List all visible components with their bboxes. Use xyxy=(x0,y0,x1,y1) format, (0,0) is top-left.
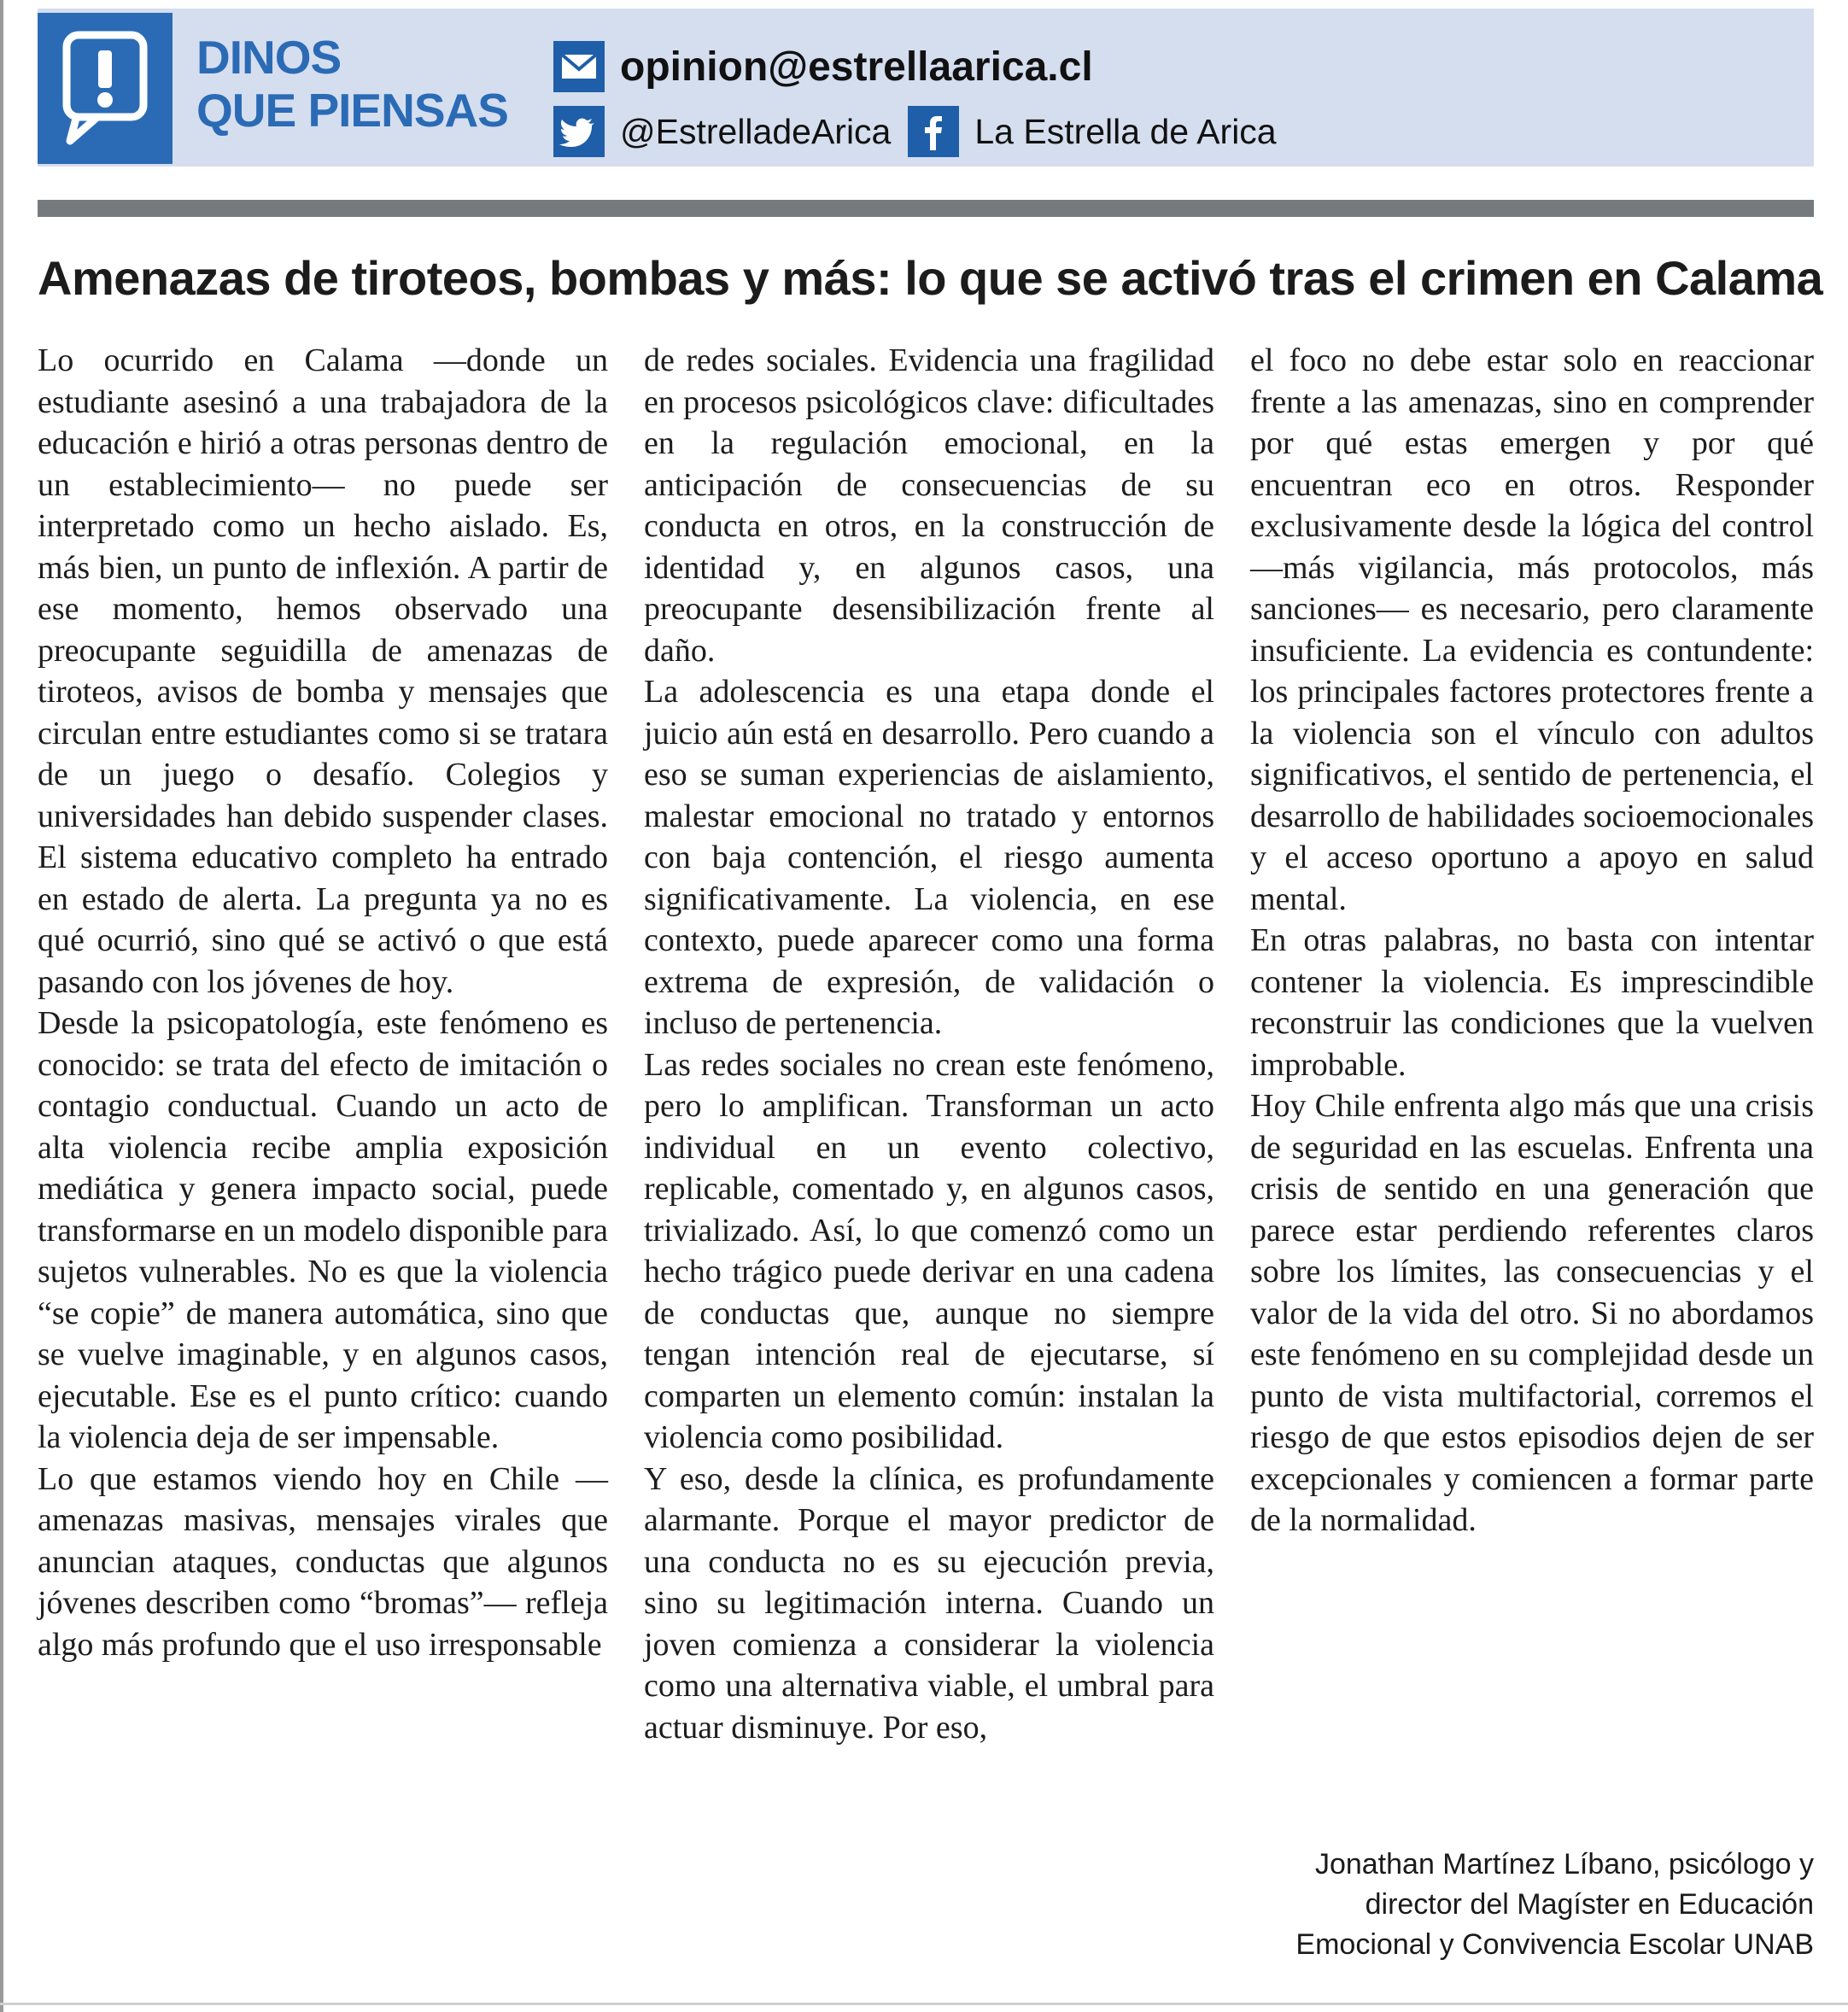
article-column-2 xyxy=(644,340,1214,1748)
page-left-rule xyxy=(0,0,3,2012)
email-contact[interactable] xyxy=(553,41,1093,92)
article-paragraph: La adolescencia es una etapa donde el juicio aún está en desarrollo. Pero cuando a eso se suman experiencias de aislamiento, malestar emocional no tratado y entornos con baja contención, el riesgo aumenta significativamente. La violencia, en ese contexto, puede aparecer como una forma extrema de expresión, de validación o incluso de pertenencia. xyxy=(644,674,1214,1041)
article-paragraph: Desde la psicopatología, este fenómeno es conocido: se trata del efecto de imitación o contagio conductual. Cuando un acto de alta violencia recibe amplia exposición mediática y genera impacto social, puede transformarse en un modelo disponible para sujetos vulnerables. No es que la violencia “se copie” de manera automática, sino que se vuelve imaginable, y en algunos casos, ejecutable. Ese es el punto crítico: cuando la violencia deja de ser impensable. xyxy=(38,1005,608,1455)
article-paragraph: Las redes sociales no crean este fenómeno, pero lo amplifican. Transforman un acto individual en un evento colectivo, replicable, comentado y, en algunos casos, trivializado. Así, lo que comenzó como un hecho trágico puede derivar en una cadena de conductas que, aunque no siempre tengan intención real de ejecutarse, sí comparten un elemento común: instalan la violencia como posibilidad. xyxy=(644,1046,1214,1455)
email-address[interactable]: opinion@estrellaarica.cl xyxy=(620,44,1093,90)
author-byline xyxy=(1230,1845,1814,1965)
article-column-1 xyxy=(38,340,608,1665)
byline-line: director del Magíster en Educación xyxy=(1365,1888,1814,1921)
envelope-icon xyxy=(553,41,605,92)
byline-line: Emocional y Convivencia Escolar UNAB xyxy=(1295,1928,1814,1961)
facebook-icon xyxy=(908,106,959,157)
article-column-3 xyxy=(1250,340,1814,1541)
page-bottom-rule xyxy=(0,2003,1848,2005)
byline-line: Jonathan Martínez Líbano, psicólogo y xyxy=(1314,1848,1814,1880)
article-paragraph: En otras palabras, no basta con intentar contener la violencia. Es imprescindible reconstruir las condiciones que la vuelven improbable. xyxy=(1250,922,1814,1083)
twitter-bird-icon xyxy=(553,106,605,157)
article-paragraph: Y eso, desde la clínica, es profundamente alarmante. Porque el mayor predictor de una conducta no es su ejecución previa, sino su legitimación interna. Cuando un joven comienza a considerar la violencia como una alternativa viable, el umbral para actuar disminuye. Por eso, xyxy=(644,1460,1214,1746)
article-paragraph: el foco no debe estar solo en reaccionar frente a las amenazas, sino en comprender por qué estas emergen y por qué encuentran eco en otros. Responder exclusivamente desde la lógica del control —más vigilancia, más protocolos, más sanciones— es necesario, pero claramente insuficiente. La evidencia es contundente: los principales factores protectores frente a la violencia son el vínculo con adultos significativos, el sentido de pertenencia, el desarrollo de habilidades socioemocionales y el acceso oportuno a apoyo en salud mental. xyxy=(1250,342,1814,917)
section-divider-bar xyxy=(38,200,1814,217)
brand-line-1: DINOS xyxy=(196,31,342,84)
facebook-page[interactable]: La Estrella de Arica xyxy=(974,111,1277,151)
social-contacts xyxy=(553,106,1277,157)
article-paragraph: Lo que estamos viendo hoy en Chile —amenazas masivas, mensajes virales que anuncian ataques, conductas que algunos jóvenes describen como “bromas”— refleja algo más profundo que el uso irresponsable xyxy=(38,1460,608,1663)
article-headline: Amenazas de tiroteos, bombas y más: lo que se activó tras el crimen en Calama xyxy=(38,251,1823,305)
opinion-section-header xyxy=(38,9,1814,167)
article-paragraph: de redes sociales. Evidencia una fragilidad en procesos psicológicos clave: dificultades en la regulación emocional, en la anticipación de consecuencias de su conducta en otros, en la construcción de identidad y, en algunos casos, una preocupante desensibilización frente al daño. xyxy=(644,342,1214,669)
twitter-handle[interactable]: @EstrelladeArica xyxy=(620,111,892,151)
exclamation-speech-bubble-icon xyxy=(38,13,173,164)
section-brand xyxy=(196,31,508,137)
article-paragraph: Hoy Chile enfrenta algo más que una crisis de seguridad en las escuelas. Enfrenta una crisis de sentido en una generación que parece estar perdiendo referentes claros sobre los límites, las consecuencias y el valor de la vida del otro. Si no abordamos este fenómeno en su complejidad desde un punto de vista multifactorial, corremos el riesgo de que estos episodios dejen de ser excepcionales y comiencen a formar parte de la normalidad. xyxy=(1250,1088,1814,1538)
brand-line-2: QUE PIENSAS xyxy=(196,84,508,137)
article-paragraph: Lo ocurrido en Calama —donde un estudiante asesinó a una trabajadora de la educación e hirió a otras personas dentro de un establecimiento— no puede ser interpretado como un hecho aislado. Es, más bien, un punto de inflexión. A partir de ese momento, hemos observado una preocupante seguidilla de amenazas de tiroteos, avisos de bomba y mensajes que circulan entre estudiantes como si se tratara de un juego o desafío. Colegios y universidades han debido suspender clases. El sistema educativo completo ha entrado en estado de alerta. La pregunta ya no es qué ocurrió, sino qué se activó o que está pasando con los jóvenes de hoy. xyxy=(38,342,608,1000)
